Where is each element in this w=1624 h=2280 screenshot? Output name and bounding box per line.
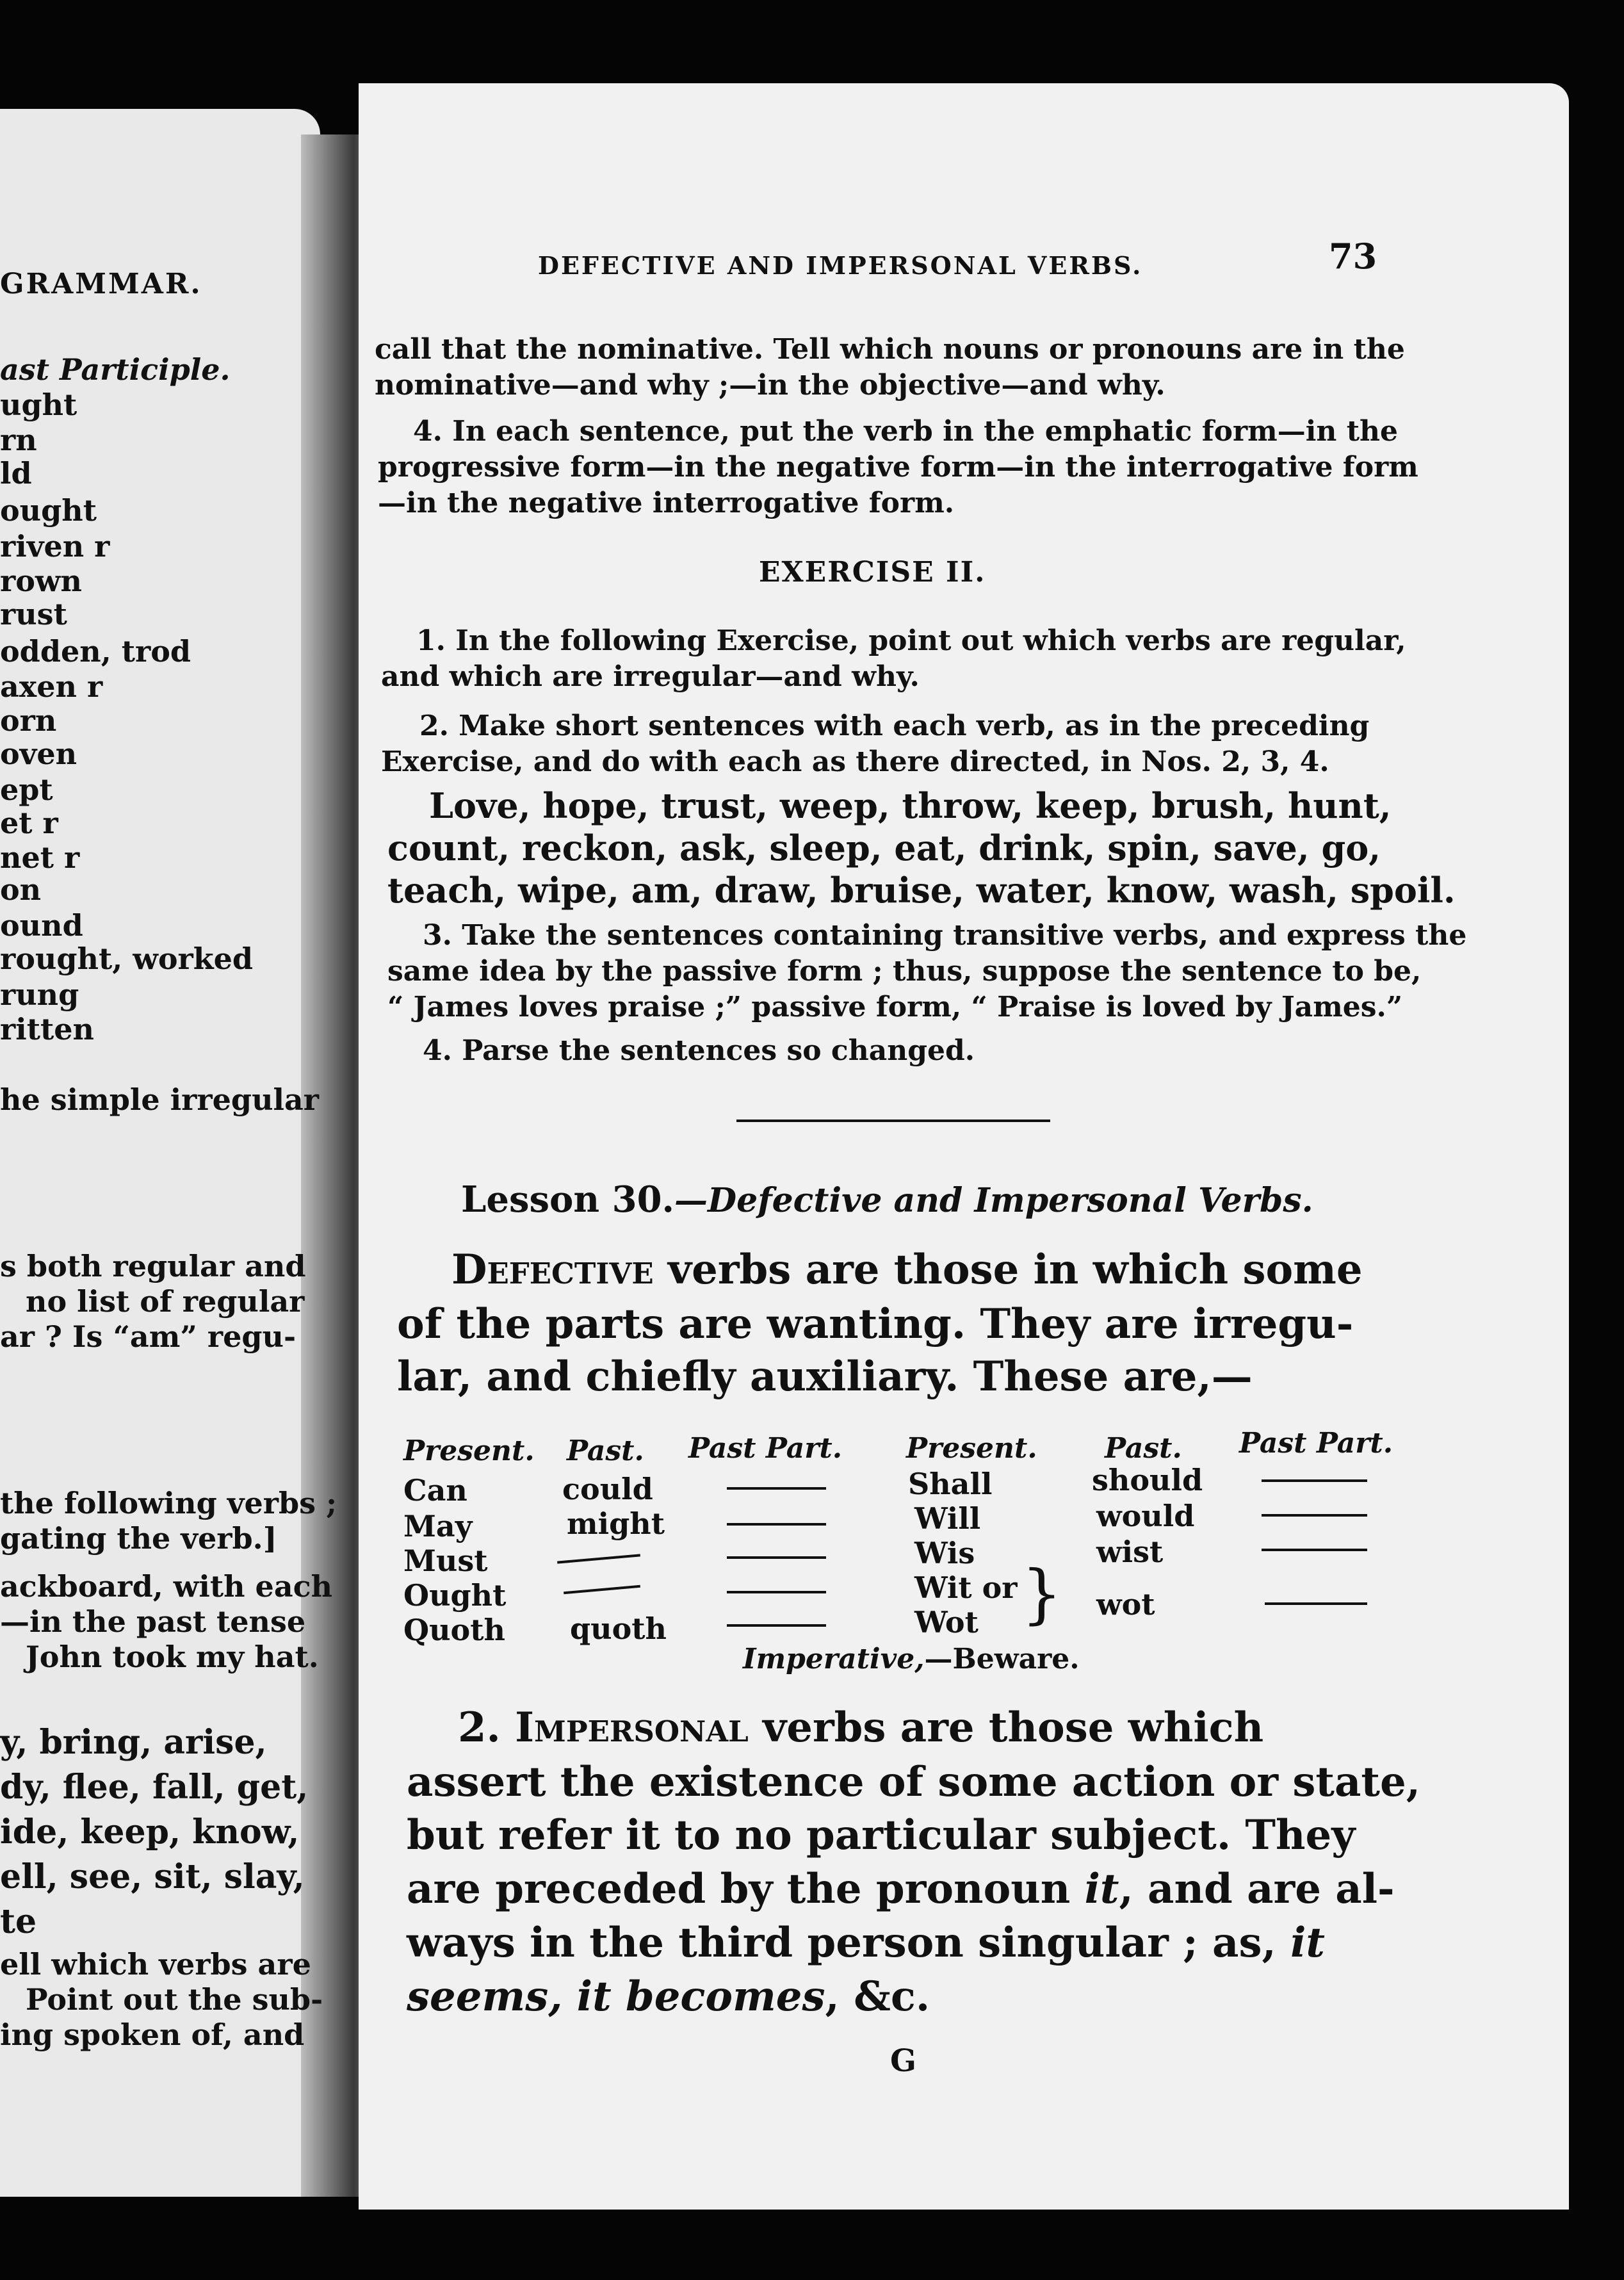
exercise-line: “ James loves praise ;” passive form, “ Praise is loved by James.” <box>387 991 1403 1023</box>
blank-dash <box>727 1556 826 1559</box>
left-word-item: ught <box>0 387 77 422</box>
left-line: ell which verbs are <box>0 1947 311 1982</box>
blank-dash <box>1262 1549 1367 1551</box>
exercise-line: 2. Make short sentences with each verb, as in the preceding <box>419 710 1370 742</box>
left-line: —in the past tense <box>0 1604 306 1639</box>
left-line: dy, flee, fall, get, <box>0 1768 309 1807</box>
lesson-label: Lesson 30. <box>461 1178 675 1221</box>
blank-dash <box>727 1591 826 1593</box>
left-line: ide, keep, know, <box>0 1812 300 1852</box>
lesson-title: —Defective and Impersonal Verbs. <box>674 1181 1313 1220</box>
impersonal-line: ways in the third person singular ; as, it <box>407 1919 1325 1967</box>
left-word-item: ritten <box>0 1012 94 1046</box>
table-header: Past Part. <box>688 1432 843 1465</box>
para-line: progressive form—in the negative form—in the interrogative form <box>378 451 1418 484</box>
left-word-item: rought, worked <box>0 941 254 976</box>
exercise-line: 1. In the following Exercise, point out which verbs are regular, <box>416 624 1406 657</box>
left-word-item: ought <box>0 493 97 528</box>
left-line: y, bring, arise, <box>0 1723 267 1762</box>
table-header: Present. <box>403 1435 535 1467</box>
brace: } <box>1021 1556 1062 1631</box>
table-cell: wist <box>1096 1535 1164 1569</box>
para-line: call that the nominative. Tell which nouns or pronouns are in the <box>375 333 1405 366</box>
left-column-header: ast Participle. <box>0 352 231 387</box>
lesson-heading <box>461 1178 1313 1221</box>
left-word-item: on <box>0 872 42 907</box>
table-cell: should <box>1092 1463 1203 1497</box>
exercise-line: 3. Take the sentences containing transitive verbs, and express the <box>423 919 1467 952</box>
table-cell: quoth <box>570 1611 667 1646</box>
defective-line: lar, and chiefly auxiliary. These are,— <box>397 1353 1253 1401</box>
left-word-item: rown <box>0 564 82 598</box>
table-cell: Must <box>403 1543 488 1578</box>
table-header: Past Part. <box>1239 1427 1393 1460</box>
left-line: ing spoken of, and <box>0 2017 305 2052</box>
left-word-item: ld <box>0 456 32 491</box>
left-line: no list of regular <box>26 1284 305 1319</box>
para-line: —in the negative interrogative form. <box>378 487 955 519</box>
exercise-line: same idea by the passive form ; thus, suppose the sentence to be, <box>387 955 1422 988</box>
left-line: John took my hat. <box>26 1640 319 1674</box>
left-line: the following verbs ; <box>0 1486 337 1520</box>
table-cell: May <box>403 1509 473 1543</box>
left-line: te <box>0 1902 37 1941</box>
left-word-item: rn <box>0 423 37 457</box>
impersonal-line: assert the existence of some action or state, <box>407 1758 1420 1806</box>
left-simple-irregular: he simple irregular <box>0 1082 320 1117</box>
signature-mark: G <box>890 2043 916 2079</box>
exercise-line: Exercise, and do with each as there directed, in Nos. 2, 3, 4. <box>381 745 1329 778</box>
left-word-item: rung <box>0 977 79 1012</box>
defective-word: Defective <box>451 1246 654 1294</box>
table-header: Past. <box>1105 1432 1182 1465</box>
table-header: Past. <box>567 1435 644 1467</box>
page-number: 73 <box>1329 236 1377 277</box>
table-cell: Wis <box>914 1536 975 1570</box>
table-cell: Wit or <box>914 1570 1018 1605</box>
blank-dash <box>1265 1602 1367 1605</box>
blank-dash <box>727 1523 826 1526</box>
left-word-item: rust <box>0 597 67 631</box>
impersonal-line: 2. Impersonal verbs are those which <box>458 1704 1264 1752</box>
exercise-line: 4. Parse the sentences so changed. <box>423 1034 975 1067</box>
defective-line: of the parts are wanting. They are irregu- <box>397 1300 1354 1348</box>
left-line: gating the verb.] <box>0 1521 277 1556</box>
left-line: Point out the sub- <box>26 1982 323 2017</box>
running-head: DEFECTIVE AND IMPERSONAL VERBS. <box>538 251 1143 280</box>
table-cell: Will <box>914 1501 981 1536</box>
table-header: Present. <box>906 1432 1037 1465</box>
table-cell: could <box>562 1472 653 1506</box>
impersonal-line: but refer it to no particular subject. They <box>407 1811 1356 1859</box>
table-cell: would <box>1096 1499 1195 1533</box>
table-cell: wot <box>1096 1587 1155 1622</box>
table-cell: might <box>567 1506 665 1541</box>
exercise-title: EXERCISE II. <box>759 556 986 589</box>
left-line: ar ? Is “am” regu- <box>0 1319 296 1354</box>
left-running-head: GRAMMAR. <box>0 268 202 300</box>
defective-line: Defective verbs are those in which some <box>451 1246 1363 1294</box>
para-line: nominative—and why ;—in the objective—and why. <box>375 369 1165 402</box>
table-cell: Quoth <box>403 1613 505 1647</box>
left-word-item: ound <box>0 908 83 943</box>
verb-list-line: teach, wipe, am, draw, bruise, water, know, wash, spoil. <box>387 870 1456 911</box>
impersonal-line: are preceded by the pronoun it, and are al- <box>407 1865 1395 1913</box>
exercise-line: and which are irregular—and why. <box>381 660 920 693</box>
table-cell: Shall <box>908 1467 993 1501</box>
section-rule <box>736 1120 1050 1122</box>
imperative-line: Imperative,—Beware. <box>743 1643 1080 1675</box>
left-word-item: net r <box>0 840 80 875</box>
left-word-item: oven <box>0 737 77 771</box>
left-word-item: et r <box>0 806 58 840</box>
left-word-item: orn <box>0 703 57 738</box>
left-word-item: axen r <box>0 669 103 704</box>
left-line: ackboard, with each <box>0 1569 333 1604</box>
verb-list-line: count, reckon, ask, sleep, eat, drink, spin, save, go, <box>387 827 1381 868</box>
verb-list-line: Love, hope, trust, weep, throw, keep, brush, hunt, <box>429 785 1392 826</box>
blank-dash <box>727 1624 826 1627</box>
left-line: ell, see, sit, slay, <box>0 1857 305 1896</box>
left-word-item: odden, trod <box>0 634 191 669</box>
left-word-item: riven r <box>0 529 110 564</box>
para-line: 4. In each sentence, put the verb in the emphatic form—in the <box>413 415 1399 448</box>
left-word-item: ept <box>0 772 53 807</box>
table-cell: Wot <box>914 1605 978 1640</box>
table-cell: Ought <box>403 1578 507 1613</box>
blank-dash <box>727 1487 826 1490</box>
blank-dash <box>1262 1479 1367 1482</box>
table-cell: Can <box>403 1473 467 1508</box>
left-line: s both regular and <box>0 1249 306 1283</box>
impersonal-line: seems, it becomes, &c. <box>407 1973 930 2021</box>
blank-dash <box>1262 1514 1367 1517</box>
